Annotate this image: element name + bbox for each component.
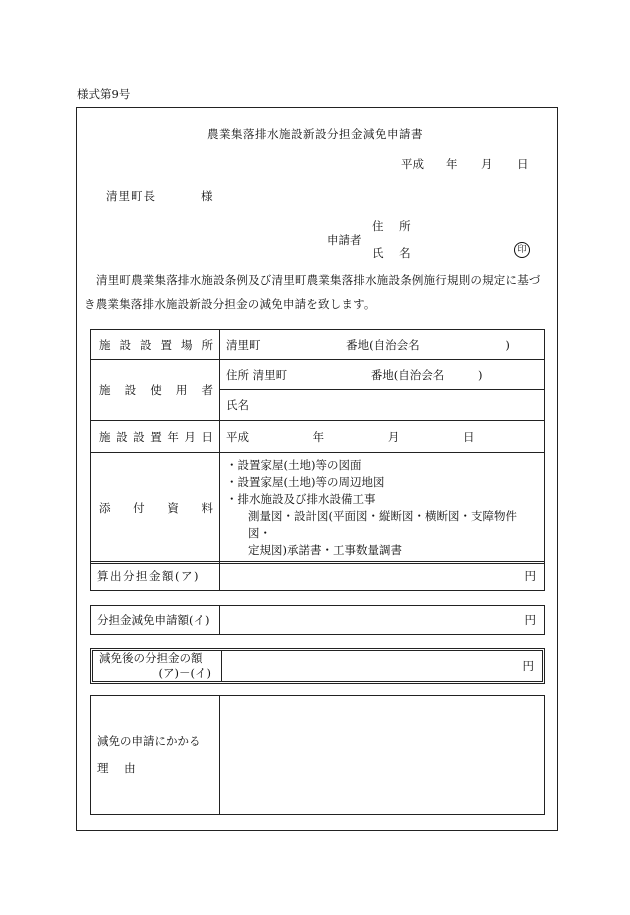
after-reduction-box — [90, 648, 545, 684]
attachment-item: ・排水施設及び排水設備工事 — [226, 492, 376, 506]
attachment-item: ・設置家屋(土地)等の周辺地図 — [226, 475, 385, 489]
install-date-label: 施設設置年月日 — [91, 421, 220, 453]
calculated-amount-box — [90, 561, 545, 591]
row-user-address — [91, 360, 545, 390]
user-address-value[interactable] — [220, 360, 545, 390]
row-location — [91, 330, 545, 360]
attachment-item: ・設置家屋(土地)等の図面 — [226, 458, 362, 472]
location-label: 施設設置場所 — [91, 330, 220, 360]
attachments-label: 添付資料 — [91, 453, 220, 564]
seal-mark: 印 — [514, 242, 530, 258]
after-reduction-label-line1: 減免後の分担金の額 — [99, 651, 203, 665]
row-attachments — [91, 453, 545, 564]
reason-field[interactable] — [220, 696, 544, 814]
after-reduction-label-line2: (ア)－(イ) — [158, 666, 211, 680]
date-day: 日 — [517, 157, 529, 171]
reduction-request-box — [90, 605, 545, 635]
location-close: ) — [505, 337, 510, 352]
install-date-value[interactable] — [220, 421, 545, 453]
location-town: 清里町 — [226, 337, 261, 352]
user-label: 施設使用者 — [91, 360, 220, 421]
yen-unit: 円 — [524, 569, 536, 583]
calculated-amount-field[interactable] — [220, 562, 544, 590]
user-close: ) — [477, 367, 483, 382]
applicant-label: 申請者 — [327, 233, 362, 247]
addressee-name: 清里町長 — [106, 189, 156, 203]
location-banchi: 番地(自治会名 — [346, 337, 420, 352]
reason-label-line1: 減免の申請にかかる — [97, 734, 201, 748]
yen-unit: 円 — [522, 659, 534, 673]
date-era: 平成 — [401, 157, 424, 171]
date-year: 年 — [446, 157, 458, 171]
addressee-honorific: 様 — [201, 189, 213, 203]
user-banchi: 番地(自治会名 — [370, 367, 445, 382]
install-year: 年 — [312, 429, 325, 444]
reason-label — [91, 696, 220, 814]
applicant-name-label: 氏 名 — [372, 246, 417, 260]
date-month: 月 — [481, 157, 493, 171]
form-title: 農業集落排水施設新設分担金減免申請書 — [207, 127, 423, 141]
user-address-prefix: 住所 清里町 — [226, 367, 288, 382]
after-reduction-field[interactable] — [222, 651, 542, 681]
install-month: 月 — [387, 429, 400, 444]
reason-label-line2: 理 由 — [97, 761, 142, 775]
reason-box — [90, 695, 545, 815]
after-reduction-label — [93, 651, 222, 681]
form-number: 様式第9号 — [77, 87, 131, 101]
attachments-list — [220, 453, 545, 564]
install-era: 平成 — [226, 429, 249, 444]
facility-table — [90, 329, 545, 564]
user-name-prefix: 氏名 — [226, 398, 249, 412]
applicant-address-label: 住 所 — [372, 219, 417, 233]
reduction-request-field[interactable] — [220, 606, 544, 634]
user-name-value[interactable] — [220, 390, 545, 421]
calculated-amount-label: 算出分担金額(ア) — [91, 562, 220, 590]
reduction-request-label: 分担金減免申請額(イ) — [91, 606, 220, 634]
location-value[interactable] — [220, 330, 545, 360]
yen-unit: 円 — [524, 613, 536, 627]
row-install-date — [91, 421, 545, 453]
install-day: 日 — [462, 429, 475, 444]
attachment-item: 測量図・設計図(平面図・縦断図・横断図・支障物件図・ — [248, 509, 517, 540]
attachment-item: 定規図)承諾書・工事数量調書 — [248, 543, 402, 557]
application-statement: 清里町農業集落排水施設条例及び清里町農業集落排水施設条例施行規則の規定に基づき農業集落排水施設新設分担金の減免申請を致します。 — [84, 273, 541, 311]
